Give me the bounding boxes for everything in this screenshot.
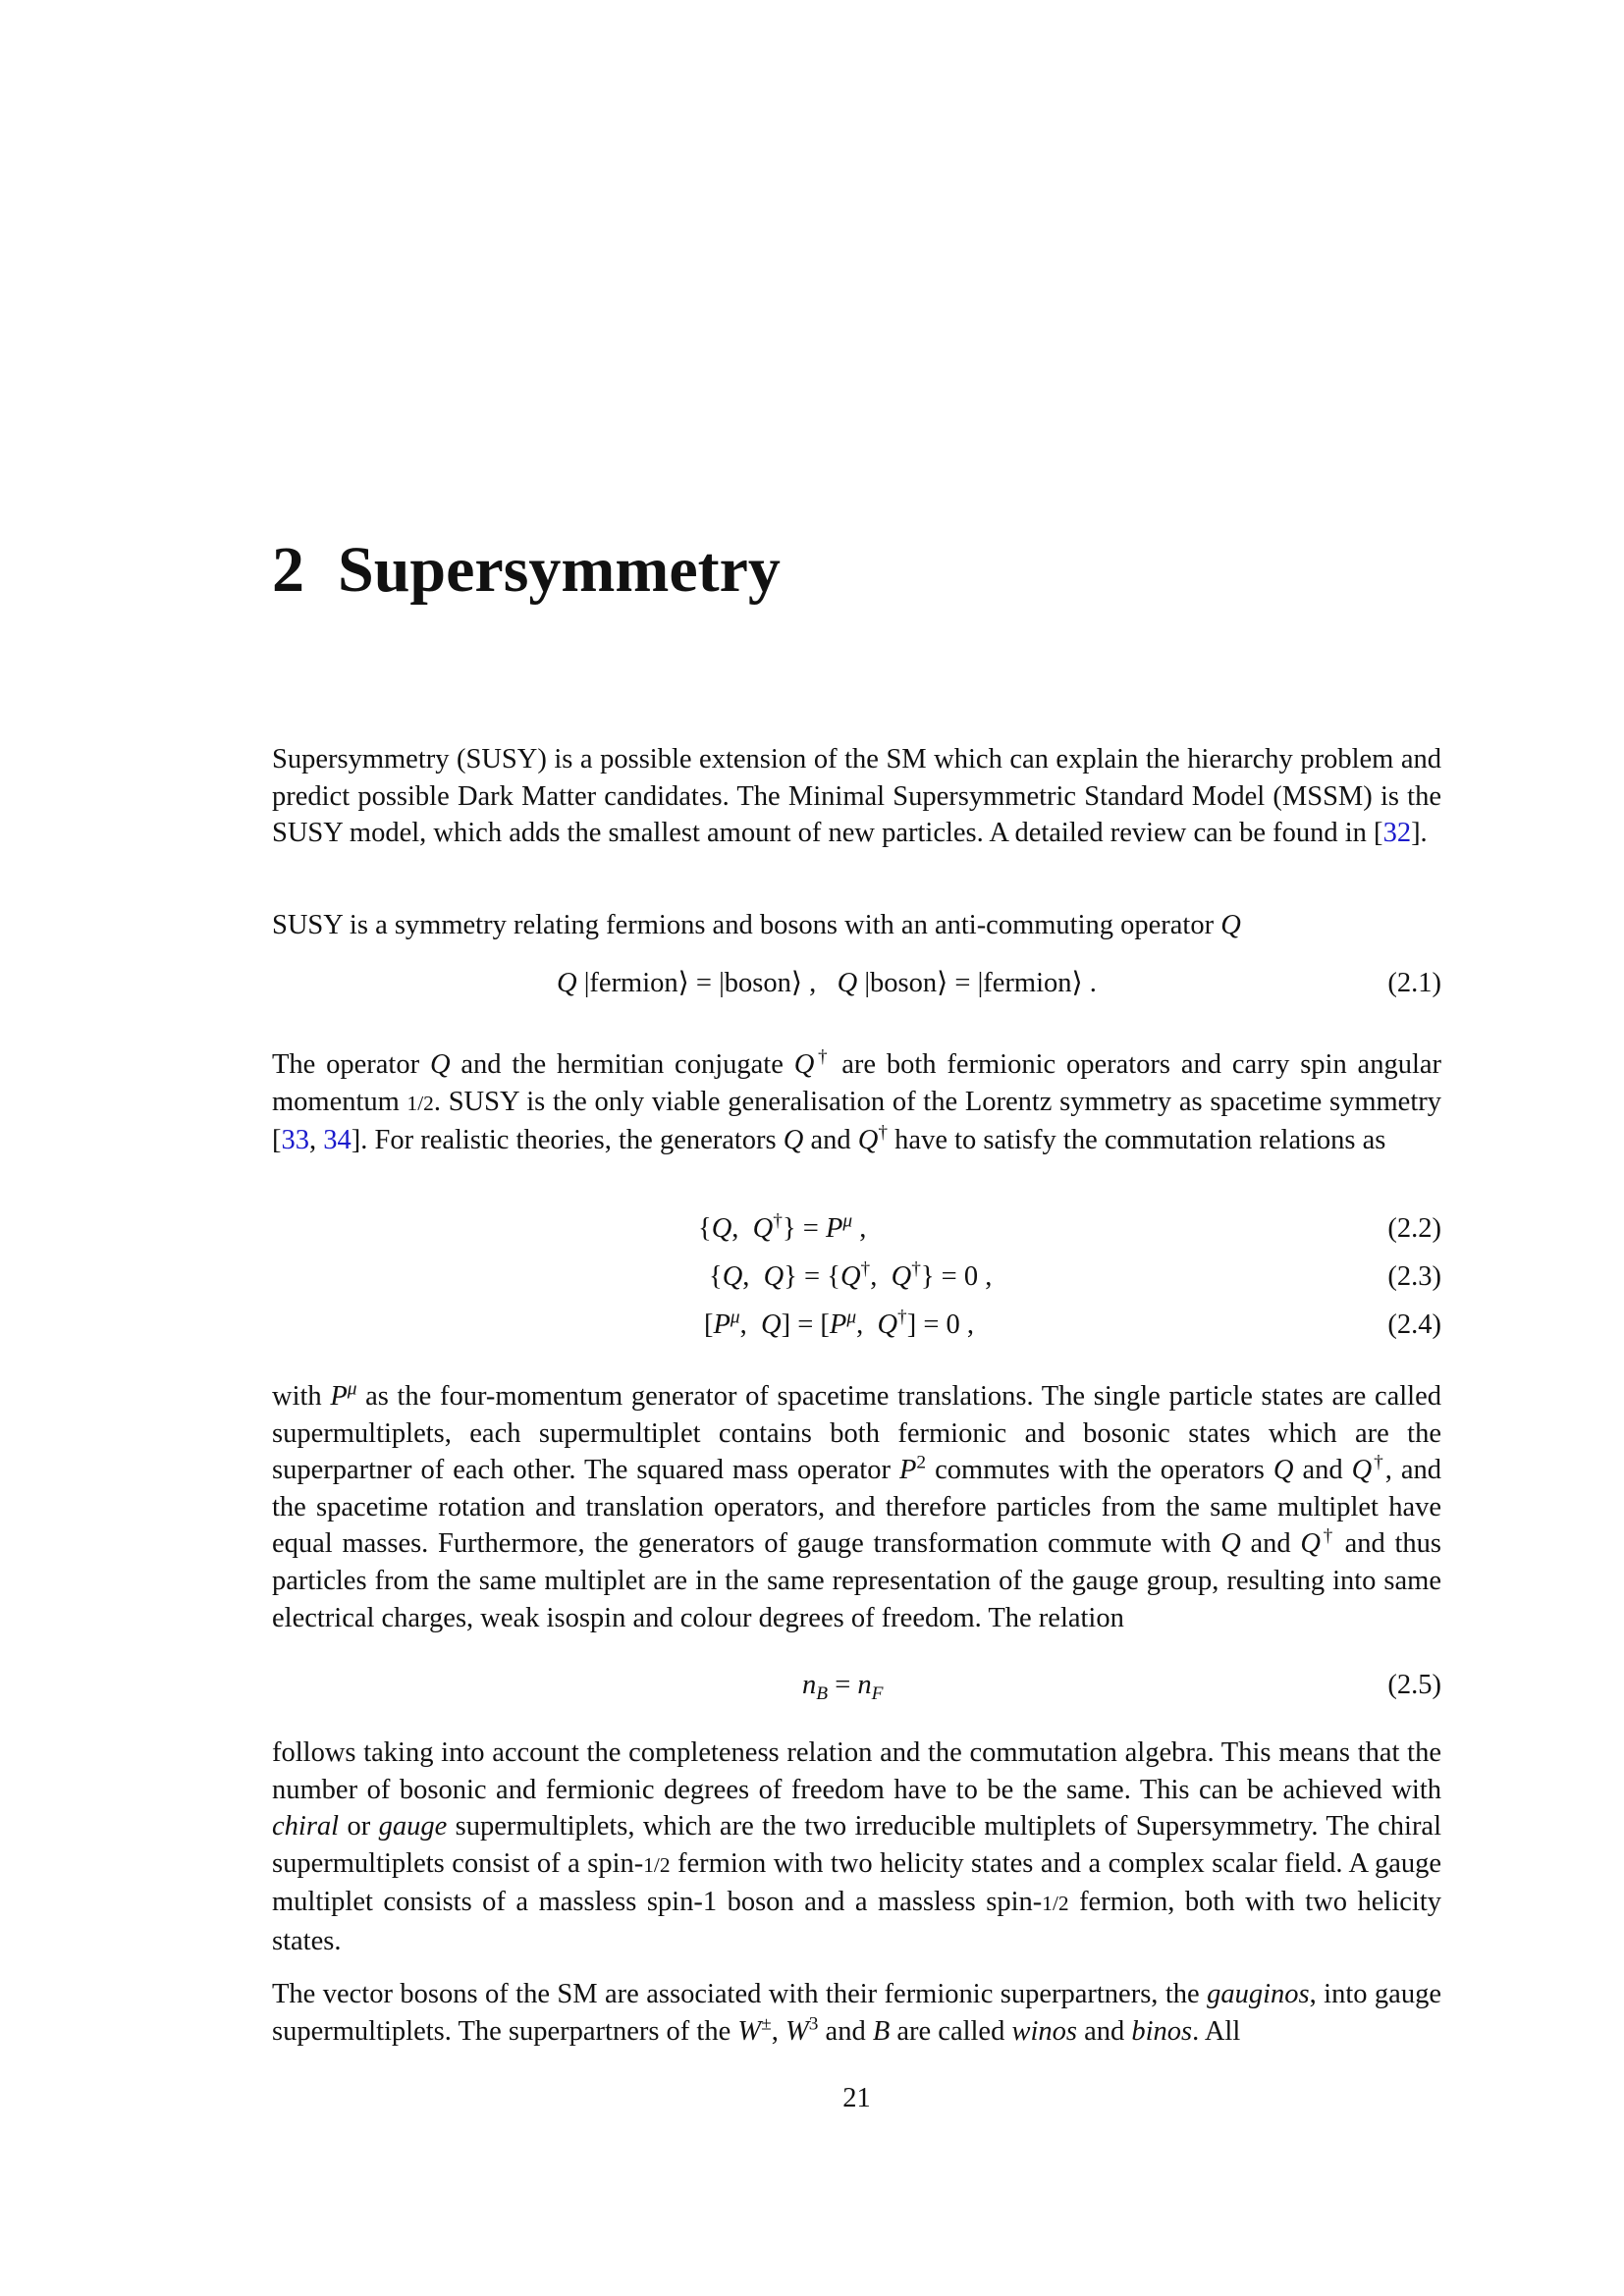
chapter-number: 2 — [272, 534, 304, 606]
text: and — [818, 2015, 873, 2047]
text: . All — [1192, 2015, 1241, 2047]
text: are called — [890, 2015, 1012, 2047]
text: , — [309, 1125, 324, 1156]
operator-paragraph: The operator Q and the hermitian conjugate Q† are both fermionic operators and carry spin angular momentum 1/2. SUSY is the only viable generalisation of the Lorentz symmetry as spacetime symmetry [33, 34]. For realistic theories, the generators Q and Q† have to satisfy the commutation relations as — [272, 1046, 1442, 1156]
emphasis: winos — [1011, 2015, 1077, 2047]
emphasis: gauginos — [1207, 1979, 1310, 2009]
text: and — [803, 1125, 858, 1156]
gauginos-paragraph: The vector bosons of the SM are associated with their fermionic superpartners, the gauginos, into gauge supermultiplets. The superpartners of the W±, $W^3$ and B are called winos and binos. All — [272, 1979, 1441, 2047]
equation-number: (2.3) — [1387, 1261, 1441, 1292]
emphasis: chiral — [272, 1811, 340, 1842]
equation-2-3 — [272, 1257, 1441, 1297]
text: ]. For realistic theories, the generators — [351, 1125, 784, 1156]
citation-link[interactable]: 34 — [323, 1125, 352, 1156]
equation-2-5 — [272, 1666, 1441, 1705]
equation-body: Q |fermion⟩ = |boson⟩ , Q |boson⟩ = |fermion⟩ . — [557, 968, 1097, 998]
equation-body: [$P^\mu$, $Q] = [P^\mu$, Q†] = 0 , — [704, 1307, 975, 1340]
degrees-of-freedom-paragraph — [272, 1735, 1441, 1960]
fraction: 1/2 — [1042, 1892, 1069, 1916]
text: and — [1293, 1455, 1352, 1486]
text: and — [1076, 2015, 1132, 2047]
text: , into gauge supermultiplets. The superpartners of the — [272, 1979, 1441, 2047]
text: as the four-momentum generator of spacetime translations. The single particle states are called supermultiplets, each supermultiplet contains both fermionic and bosonic states which are the superpartner of each other. The squared mass operator — [272, 1381, 1442, 1486]
text: and — [1240, 1528, 1301, 1560]
susy-definition-paragraph — [272, 907, 1441, 944]
text: and the hermitian conjugate — [450, 1049, 794, 1080]
equation-number: (2.5) — [1387, 1670, 1441, 1700]
text: The vector bosons of the SM are associated with their fermionic superpartners, the — [272, 1979, 1208, 2009]
equation-number: (2.4) — [1387, 1309, 1441, 1340]
text: follows taking into account the completeness relation and the commutation algebra. This means that the number of bosonic and fermionic degrees of freedom have to be the same. This can be achieved with — [272, 1737, 1441, 1805]
equation-number: (2.1) — [1387, 968, 1441, 998]
text: SUSY is a symmetry relating fermions and bosons with an anti-commuting operator — [272, 910, 1221, 940]
page-number: 21 — [842, 2083, 871, 2113]
equation-body: $n_B = n_F$ — [802, 1670, 884, 1704]
fraction: 1/2 — [643, 1852, 671, 1877]
text: The operator — [272, 1049, 430, 1080]
chapter-title: Supersymmetry — [338, 534, 781, 606]
citation-link[interactable]: 33 — [281, 1125, 309, 1156]
text: , and the spacetime rotation and translation operators, and therefore particles from the same multiplet have equal masses. Furthermore, the generators of gauge transformation commute with — [272, 1455, 1442, 1560]
text: Supersymmetry (SUSY) is a possible extension of the SM which can explain the hierarchy problem and predict possible Dark Matter candidates. The Minimal Supersymmetric Standard Model (MSSM) is the SUSY model, which adds the smallest amount of new particles. A detailed review can be found in [ — [272, 744, 1441, 849]
equation-2-2 — [272, 1209, 1441, 1249]
text: are both fermionic operators and carry spin angular momentum — [272, 1049, 1442, 1117]
text: and thus particles from the same multiplet are in the same representation of the gauge group, resulting into same electrical charges, weak isospin and colour degrees of freedom. The relation — [272, 1528, 1441, 1633]
text: . SUSY is the only viable generalisation of the Lorentz symmetry as spacetime symmetry [ — [272, 1086, 1441, 1156]
operator-symbol: Q — [1220, 910, 1241, 940]
equation-number: (2.2) — [1387, 1213, 1441, 1244]
equation-body: {Q, Q} = {Q†, Q†} = 0 , — [709, 1258, 993, 1292]
fraction: 1/2 — [406, 1091, 434, 1115]
text: commutes with the operators — [926, 1455, 1273, 1486]
text: fermion with two helicity states and a complex scalar field. A gauge multiplet consists of a massless spin-1 boson and a massless spin- — [272, 1847, 1441, 1918]
equation-2-4 — [272, 1306, 1441, 1345]
text: with — [272, 1381, 331, 1412]
text: ]. — [1411, 818, 1428, 849]
text: fermion, both with two helicity states. — [272, 1887, 1441, 1956]
text: have to satisfy the commutation relations as — [888, 1125, 1386, 1156]
citation-link[interactable]: 32 — [1382, 818, 1412, 849]
equation-body: {Q, $Q^\dagger\} = P^\mu$ , — [698, 1210, 867, 1244]
text: supermultiplets, which are the two irreducible multiplets of Supersymmetry. The chiral supermultiplets consist of a spin- — [272, 1811, 1441, 1879]
supermultiplet-paragraph: with $P^\mu$ as the four-momentum generator of spacetime translations. The single particle states are called supermultiplets, each supermultiplet contains both fermionic and bosonic states which are the superpartner of each other. The squared mass operator $P^2$ commutes with the operators Q and Q†, and the spacetime rotation and translation operators, and therefore particles from the same multiplet have equal masses. Furthermore, the generators of gauge transformation commute with Q and Q† and thus particles from the same multiplet are in the same representation of the gauge group, resulting into same electrical charges, weak isospin and colour degrees of freedom. The relation — [272, 1378, 1442, 1633]
text: or — [339, 1811, 379, 1842]
intro-paragraph — [272, 741, 1441, 852]
emphasis: binos — [1131, 2015, 1193, 2047]
equation-2-1 — [272, 964, 1441, 1003]
chapter-heading — [272, 534, 781, 606]
emphasis: gauge — [378, 1811, 448, 1842]
